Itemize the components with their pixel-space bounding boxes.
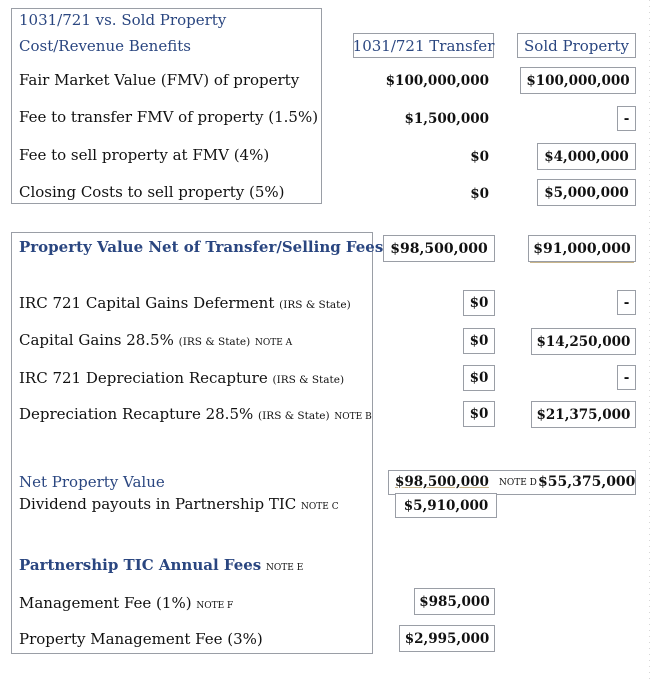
net-property-value-label: Net Property Value (19, 473, 165, 491)
row-transfer-fee-label: Fee to transfer FMV of property (1.5%) (19, 108, 319, 126)
row-capital-gains-sold: $14,250,000 (531, 328, 636, 355)
row-capital-gains-transfer: $0 (463, 328, 495, 354)
row-capital-gains-label: Capital Gains 28.5% (19, 331, 174, 349)
row-dep-recapture-irc (19, 369, 344, 387)
management-fee-note: NOTE F (196, 601, 234, 611)
row-closing-costs-sold: $5,000,000 (537, 179, 636, 206)
row-fmv-label: Fair Market Value (FMV) of property (19, 71, 300, 89)
dividend-note: NOTE C (301, 502, 339, 512)
management-fee-label: Management Fee (1%) (19, 594, 192, 612)
row-cg-deferment-sold: - (617, 290, 636, 315)
management-fee-line (19, 594, 233, 612)
row-fmv-transfer: $100,000,000 (385, 73, 489, 89)
net-value-sold: $55,375,000 (538, 474, 636, 490)
dividend-label: Dividend payouts in Partnership TIC (19, 495, 297, 513)
row-cg-deferment-transfer: $0 (463, 290, 495, 316)
net-value-transfer: $98,500,000 (395, 474, 489, 490)
row-dep-recapture-transfer: $0 (463, 401, 495, 427)
dividend-label-line (19, 495, 339, 513)
row-dep-recapture-sold: $21,375,000 (531, 401, 636, 428)
row-capital-gains-qualifier: (IRS & State) (178, 336, 251, 348)
row-dep-recapture-irc-sold: - (617, 365, 636, 390)
row-capital-gains-note: NOTE A (255, 338, 293, 348)
row-sell-fee-label: Fee to sell property at FMV (4%) (19, 146, 270, 164)
row-dep-recapture (19, 405, 372, 423)
right-edge-dots (649, 0, 650, 680)
net-value-note: NOTE D (499, 478, 537, 488)
row-closing-costs-transfer: $0 (470, 186, 489, 202)
property-management-fee-label: Property Management Fee (3%) (19, 630, 263, 648)
row-sell-fee-sold: $4,000,000 (537, 143, 636, 170)
management-fee-value: $985,000 (414, 588, 495, 615)
row-dep-recapture-qualifier: (IRS & State) (258, 410, 330, 422)
property-management-fee-value: $2,995,000 (399, 625, 495, 652)
column-header-transfer: 1031/721 Transfer (353, 33, 494, 58)
section-title-line1: 1031/721 vs. Sold Property (19, 11, 227, 29)
row-fmv-sold: $100,000,000 (520, 67, 636, 94)
section-title-line2: Cost/Revenue Benefits (19, 37, 191, 55)
dividend-value: $5,910,000 (395, 493, 497, 518)
row-dep-recapture-irc-qualifier: (IRS & State) (272, 374, 345, 386)
net-fees-sold-underline (530, 262, 634, 263)
row-transfer-fee-transfer: $1,500,000 (404, 111, 489, 127)
net-fees-sold: $91,000,000 (528, 235, 636, 262)
row-cg-deferment-qualifier: (IRS & State) (279, 299, 351, 311)
tic-fees-title-line (19, 556, 303, 574)
row-capital-gains (19, 331, 292, 349)
row-transfer-fee-sold: - (617, 106, 636, 131)
row-cg-deferment (19, 294, 351, 312)
tic-fees-title: Partnership TIC Annual Fees (19, 556, 262, 574)
net-fees-transfer: $98,500,000 (383, 235, 495, 262)
row-dep-recapture-label: Depreciation Recapture 28.5% (19, 405, 254, 423)
net-fees-title: Property Value Net of Transfer/Selling Fees (19, 238, 384, 256)
row-sell-fee-transfer: $0 (470, 149, 489, 165)
row-dep-recapture-irc-label: IRC 721 Depreciation Recapture (19, 369, 268, 387)
row-dep-recapture-note: NOTE B (334, 412, 372, 422)
row-cg-deferment-label: IRC 721 Capital Gains Deferment (19, 294, 275, 312)
row-closing-costs-label: Closing Costs to sell property (5%) (19, 183, 285, 201)
column-header-sold: Sold Property (517, 33, 636, 58)
tic-fees-title-note: NOTE E (266, 563, 304, 573)
row-dep-recapture-irc-transfer: $0 (463, 365, 495, 391)
